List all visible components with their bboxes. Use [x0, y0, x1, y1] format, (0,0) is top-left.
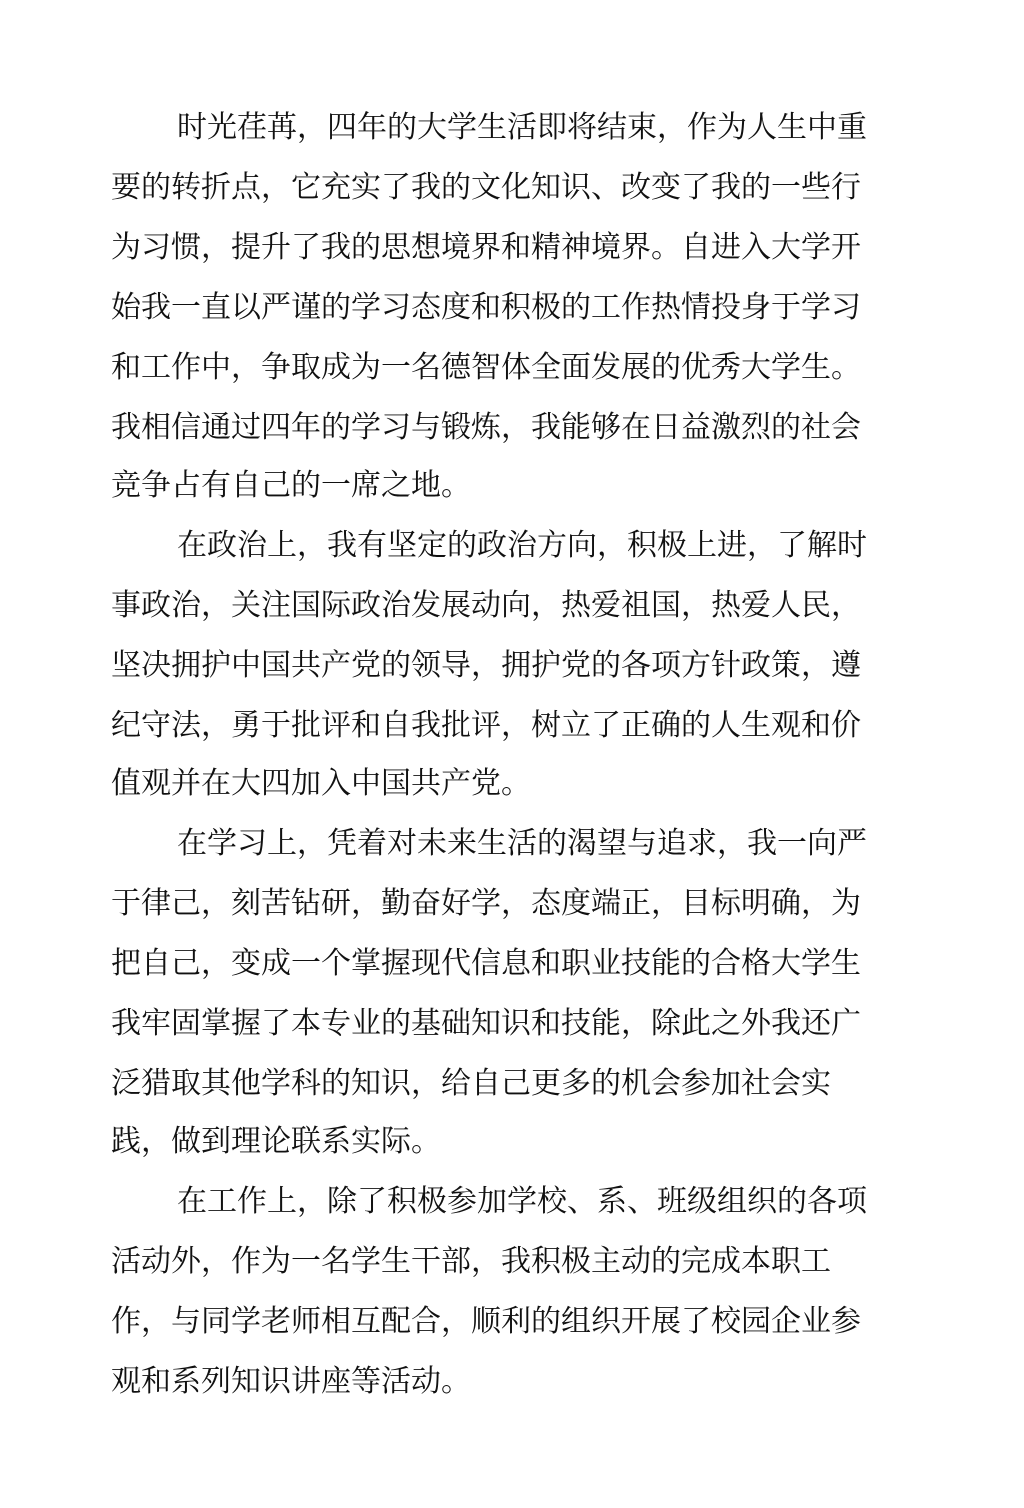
paragraph-1-line-4: 始我一直以严谨的学习态度和积极的工作热情投身于学习	[111, 290, 861, 325]
paragraph-2-line-2: 事政治，关注国际政治发展动向，热爱祖国，热爱人民，	[111, 588, 861, 623]
paragraph-2-line-4: 纪守法，勇于批评和自我批评，树立了正确的人生观和价	[111, 708, 861, 743]
paragraph-1-line-6: 我相信通过四年的学习与锻炼，我能够在日益激烈的社会	[111, 410, 861, 445]
paragraph-3-line-3: 把自己，变成一个掌握现代信息和职业技能的合格大学生	[111, 946, 861, 981]
paragraph-1-line-7: 竞争占有自己的一席之地。	[111, 468, 471, 503]
paragraph-2-line-5: 值观并在大四加入中国共产党。	[111, 766, 531, 801]
paragraph-4-line-1: 在工作上，除了积极参加学校、系、班级组织的各项	[177, 1184, 867, 1219]
paragraph-3-line-5: 泛猎取其他学科的知识，给自己更多的机会参加社会实	[111, 1066, 831, 1101]
paragraph-4-line-4: 观和系列知识讲座等活动。	[111, 1364, 471, 1399]
paragraph-1-line-3: 为习惯，提升了我的思想境界和精神境界。自进入大学开	[111, 230, 861, 265]
paragraph-1-line-5: 和工作中，争取成为一名德智体全面发展的优秀大学生。	[111, 350, 861, 385]
paragraph-3-line-1: 在学习上，凭着对未来生活的渴望与追求，我一向严	[177, 826, 867, 861]
paragraph-3-line-2: 于律己，刻苦钻研，勤奋好学，态度端正，目标明确，为	[111, 886, 861, 921]
paragraph-2-line-1: 在政治上，我有坚定的政治方向，积极上进，了解时	[177, 528, 867, 563]
paragraph-1-line-1: 时光荏苒，四年的大学生活即将结束，作为人生中重	[177, 110, 867, 145]
paragraph-1-line-2: 要的转折点，它充实了我的文化知识、改变了我的一些行	[111, 170, 861, 205]
paragraph-2-line-3: 坚决拥护中国共产党的领导，拥护党的各项方针政策，遵	[111, 648, 861, 683]
paragraph-3-line-4: 我牢固掌握了本专业的基础知识和技能，除此之外我还广	[111, 1006, 861, 1041]
paragraph-3-line-6: 践，做到理论联系实际。	[111, 1124, 441, 1159]
paragraph-4-line-3: 作，与同学老师相互配合，顺利的组织开展了校园企业参	[111, 1304, 861, 1339]
paragraph-4-line-2: 活动外，作为一名学生干部，我积极主动的完成本职工	[111, 1244, 831, 1279]
